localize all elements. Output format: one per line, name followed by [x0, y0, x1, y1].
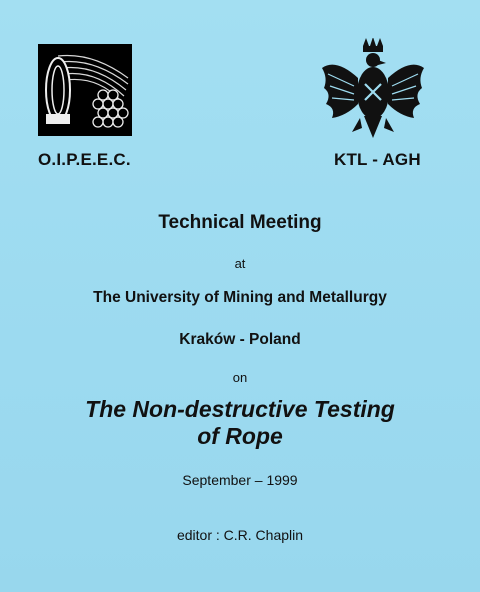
crowned-eagle-crest-icon	[318, 38, 428, 146]
at-word: at	[234, 256, 246, 271]
editor-credit: editor : C.R. Chaplin	[176, 527, 304, 543]
org-name-oipeec: O.I.P.E.E.C.	[38, 150, 131, 169]
location: Kraków - Poland	[179, 331, 301, 348]
venue-name: The University of Mining and Metallurgy	[93, 289, 387, 306]
meeting-date: September – 1999	[182, 472, 298, 488]
topic-title	[0, 396, 480, 450]
org-name-ktl-agh: KTL - AGH	[334, 150, 421, 169]
event-title: Technical Meeting	[158, 212, 322, 233]
topic-line-2: of Rope	[197, 423, 283, 449]
wire-rope-cross-section-icon	[38, 44, 132, 136]
topic-line-1: The Non-destructive Testing	[85, 396, 395, 422]
on-word: on	[232, 370, 248, 385]
